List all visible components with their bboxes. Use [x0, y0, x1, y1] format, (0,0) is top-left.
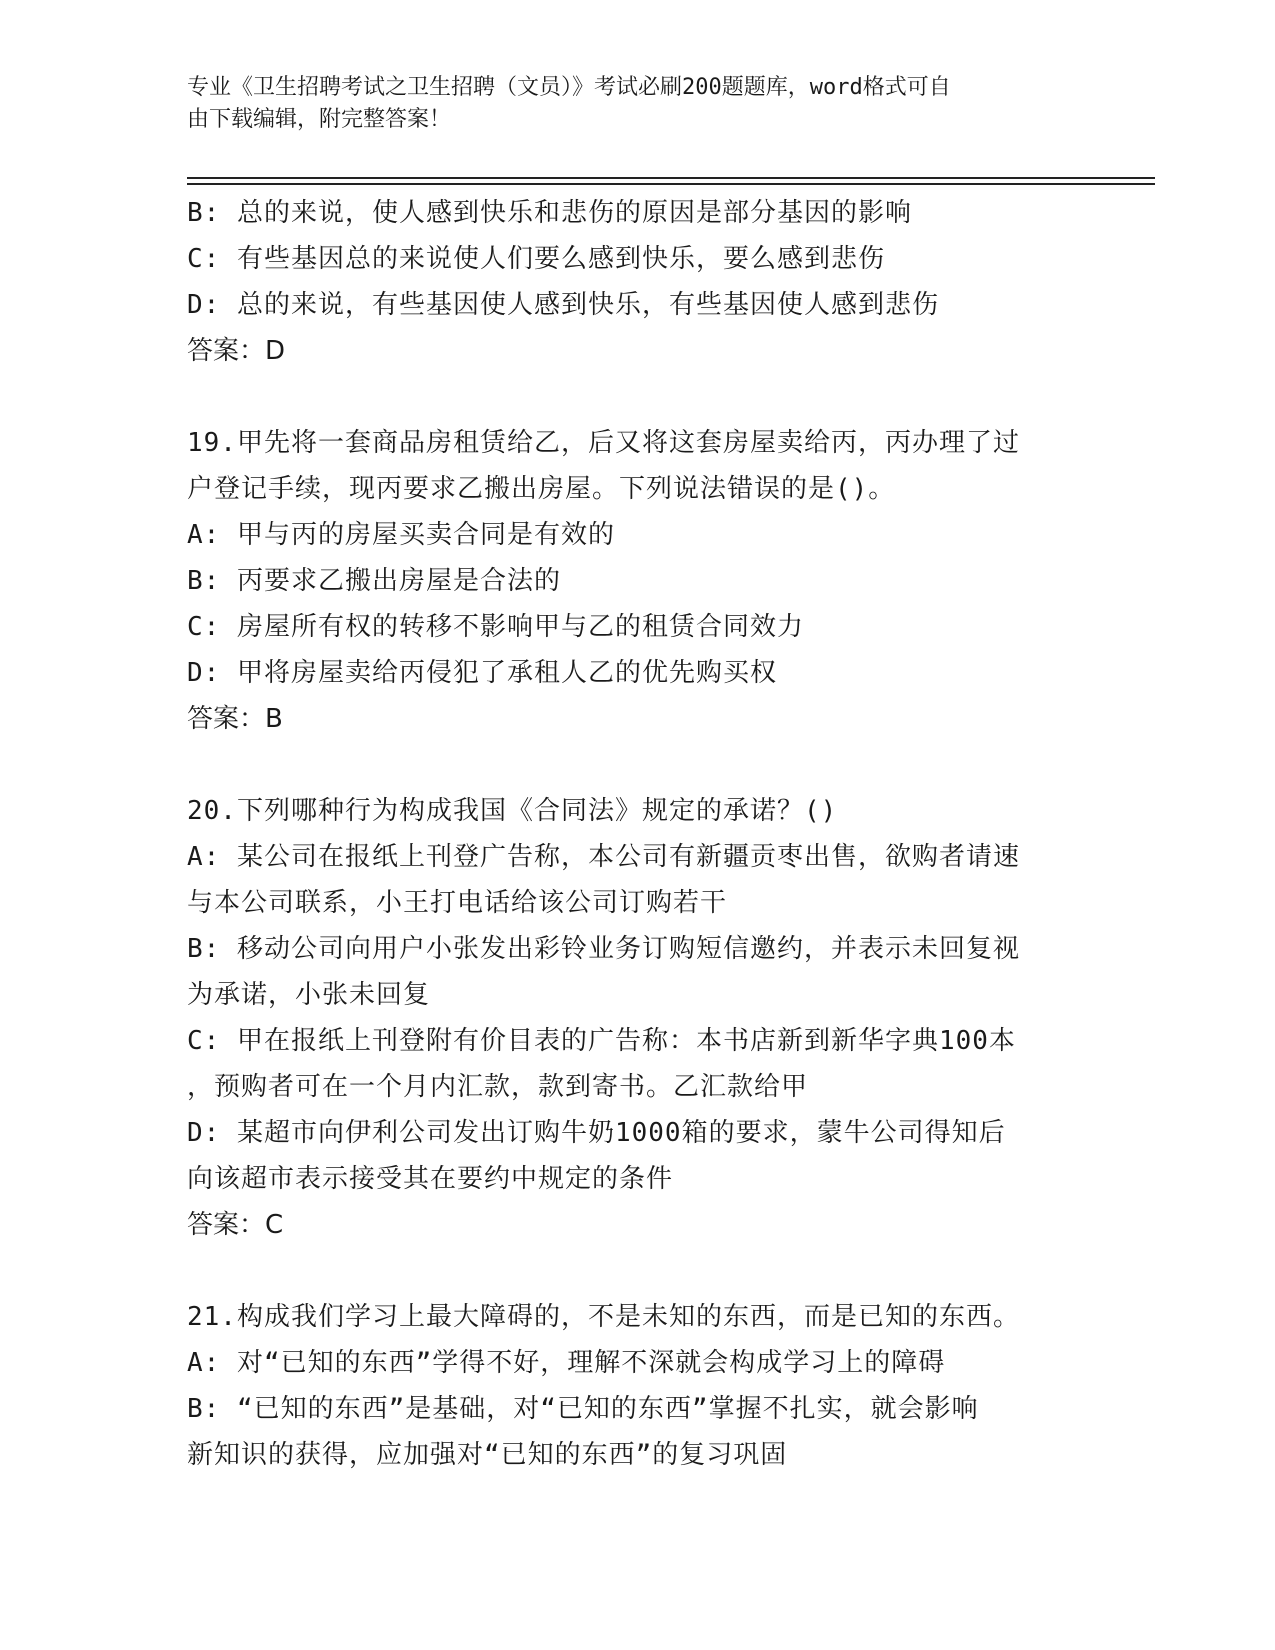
page-header	[187, 72, 1067, 136]
option-d: D: 某超市向伊利公司发出订购牛奶1000箱的要求，蒙牛公司得知后	[187, 1118, 1006, 1148]
option-a: A: 甲与丙的房屋买卖合同是有效的	[187, 520, 615, 550]
option-c: C: 有些基因总的来说使人们要么感到快乐，要么感到悲伤	[187, 244, 885, 274]
question-stem: 19.甲先将一套商品房租赁给乙，后又将这套房屋卖给丙，丙办理了过	[187, 428, 1020, 458]
header-divider-top	[187, 177, 1155, 179]
option-d: D: 甲将房屋卖给丙侵犯了承租人乙的优先购买权	[187, 658, 777, 688]
spacer	[187, 742, 1087, 788]
option-b-cont: 新知识的获得，应加强对“已知的东西”的复习巩固	[187, 1440, 788, 1470]
question-stem: 20.下列哪种行为构成我国《合同法》规定的承诺？()	[187, 796, 838, 826]
option-c: C: 房屋所有权的转移不影响甲与乙的租赁合同效力	[187, 612, 804, 642]
question-21	[187, 1294, 1087, 1478]
option-b: B: 丙要求乙搬出房屋是合法的	[187, 566, 561, 596]
option-b: B: “已知的东西”是基础，对“已知的东西”掌握不扎实，就会影响	[187, 1394, 979, 1424]
question-19	[187, 420, 1087, 742]
option-a: A: 某公司在报纸上刊登广告称，本公司有新疆贡枣出售，欲购者请速	[187, 842, 1020, 872]
spacer	[187, 374, 1087, 420]
question-20	[187, 788, 1087, 1248]
answer-label: 答案：C	[187, 1210, 284, 1240]
option-b: B: 移动公司向用户小张发出彩铃业务订购短信邀约，并表示未回复视	[187, 934, 1020, 964]
option-d: D: 总的来说，有些基因使人感到快乐，有些基因使人感到悲伤	[187, 290, 939, 320]
question-stem: 21.构成我们学习上最大障碍的，不是未知的东西，而是已知的东西。	[187, 1302, 1020, 1332]
spacer	[187, 1248, 1087, 1294]
option-a: A: 对“已知的东西”学得不好，理解不深就会构成学习上的障碍	[187, 1348, 946, 1378]
option-c-cont: ，预购者可在一个月内汇款，款到寄书。乙汇款给甲	[187, 1072, 809, 1102]
header-line-2: 由下载编辑，附完整答案！	[187, 107, 452, 132]
answer-label: 答案：D	[187, 336, 286, 366]
option-d-cont: 向该超市表示接受其在要约中规定的条件	[187, 1164, 674, 1194]
header-divider-bottom	[187, 183, 1155, 185]
option-b: B: 总的来说，使人感到快乐和悲伤的原因是部分基因的影响	[187, 198, 912, 228]
option-a-cont: 与本公司联系，小王打电话给该公司订购若干	[187, 888, 728, 918]
option-b-cont: 为承诺，小张未回复	[187, 980, 431, 1010]
answer-label: 答案：B	[187, 704, 283, 734]
header-line-1: 专业《卫生招聘考试之卫生招聘（文员）》考试必刷200题题库，word格式可自	[187, 75, 951, 100]
question-stem-cont: 户登记手续，现丙要求乙搬出房屋。下列说法错误的是()。	[187, 474, 896, 504]
question-18-fragment	[187, 190, 1087, 374]
option-c: C: 甲在报纸上刊登附有价目表的广告称：本书店新到新华字典100本	[187, 1026, 1016, 1056]
document-body	[187, 190, 1087, 1478]
